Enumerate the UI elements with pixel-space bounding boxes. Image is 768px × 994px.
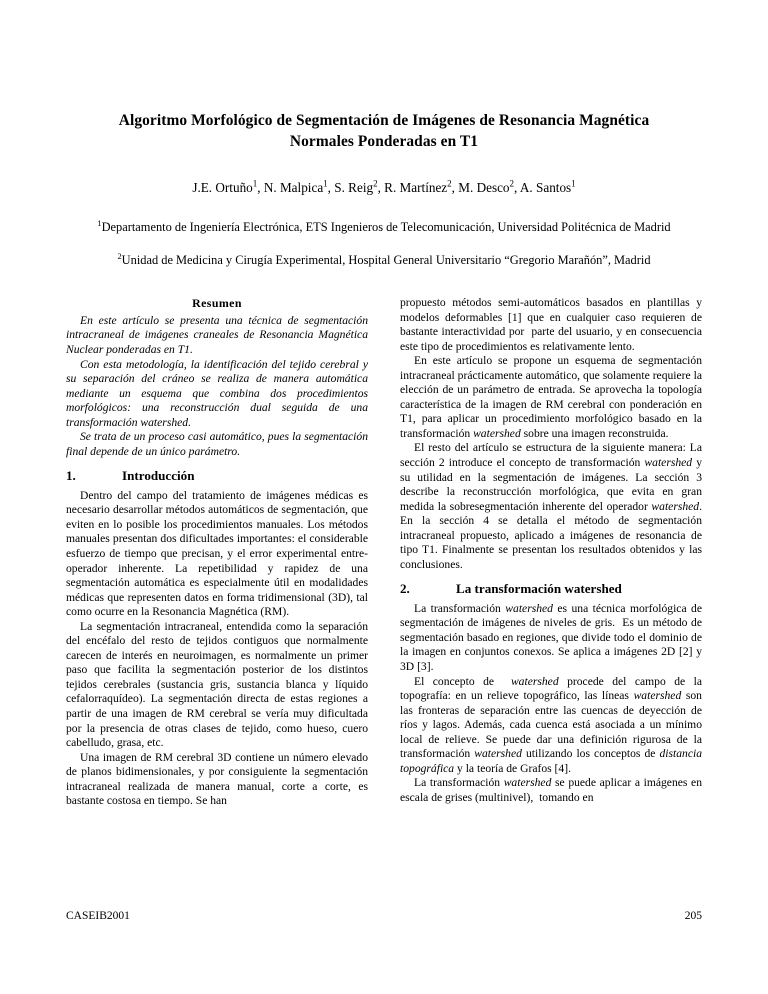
body-paragraph: En este artículo se propone un esquema de segmentación intracraneal prácticamente automático, que solamente requiere la elección de un parámetro de entrada. Se aprovecha la topología característica de la imagen de RM cerebral con ponderación en T1, para aplicar un procedimiento morfológico basado en la transformación watershed sobre una imagen reconstruida.: [400, 354, 702, 440]
author-affiliation-marker: 2: [509, 178, 515, 189]
author-list: J.E. Ortuño$^1$, N. Malpica$^1$, S. Reig$^2$, R. Martínez$^2$, M. Desco$^2$, A. Santos$^1$: [192, 178, 576, 195]
affiliation-marker: 2: [117, 251, 122, 262]
affiliation-marker: 1: [97, 217, 102, 228]
abstract-paragraph: Se trata de un proceso casi automático, pues la segmentación final depende de un único parámetro.: [66, 430, 368, 458]
author-name: M. Desco: [458, 179, 510, 195]
body-paragraph: La transformación watershed se puede aplicar a imágenes en escala de grises (multinivel), tomando en: [400, 776, 702, 804]
title-block: [66, 110, 702, 269]
affiliation-text: Unidad de Medicina y Cirugía Experimental, Hospital General Universitario “Gregorio Marañón”, Madrid: [121, 253, 651, 268]
abstract-heading: Resumen: [192, 296, 242, 310]
section-title: Introducción: [122, 468, 195, 484]
term-watershed: watershed: [473, 426, 521, 440]
author-affiliation-marker: 2: [447, 178, 452, 189]
author-name: R. Martínez: [384, 179, 448, 195]
term-distancia-topografica: distancia topográfica: [400, 747, 703, 775]
title-line-1: Algoritmo Morfológico de Segmentación de Imágenes de Resonancia Magnética: [118, 112, 650, 129]
affiliation-2: [66, 252, 702, 269]
body-paragraph: Una imagen de RM cerebral 3D contiene un número elevado de planos bidimensionales, y por consiguiente la segmentación intracraneal realizada de manera manual, corte a corte, es bastante costosa en tiempo. Se han: [66, 750, 368, 808]
term-watershed: watershed: [503, 776, 552, 790]
term-watershed: watershed: [505, 601, 553, 615]
section-number: 1.: [66, 468, 76, 484]
author-affiliation-marker: 2: [373, 178, 378, 189]
body-paragraph: El concepto de watershed procede del campo de la topografía: en un relieve topográfico, las líneas watershed son las fronteras de separación entre las cuencas de deyección de ríos y lagos. Además, cada cuenca está asociada a un mínimo local de relieve. Se puede dar una definición rigurosa de la transformación watershed utilizando los conceptos de distancia topográfica y la teoría de Grafos [4].: [400, 674, 703, 775]
column-right: [400, 296, 702, 805]
term-watershed: watershed: [633, 689, 682, 703]
affiliation-text: Departamento de Ingeniería Electrónica, ETS Ingenieros de Telecomunicación, Universidad Politécnica de Madrid: [101, 219, 671, 234]
abstract-paragraph: Con esta metodología, la identificación del tejido cerebral y su separación del cráneo se realiza de manera automática mediante un esquema que combina dos procedimientos morfológicos: una reconstrucción dual seguida de una transformación watershed.: [66, 357, 368, 429]
abstract-paragraph: En este artículo se presenta una técnica de segmentación intracraneal de imágenes craneales de Resonancia Magnética Nuclear ponderadas en T1.: [66, 313, 368, 357]
author-name: N. Malpica: [263, 179, 324, 195]
term-watershed: watershed: [474, 747, 522, 761]
term-watershed: watershed: [140, 415, 189, 429]
page-title: [66, 110, 702, 153]
body-paragraph: El resto del artículo se estructura de la siguiente manera: La sección 2 introduce el concepto de transformación watershed y su utilidad en la segmentación de imágenes. La sección 3 describe la reconstrucción morfológica, que evita en gran medida la sobresegmentación inherente del operador watershed. En la sección 4 se detalla el método de segmentación intracraneal propuesto, aplicado a imágenes de resonancia de tipo T1. Finalmente se presentan los resultados obtenidos y las conclusiones.: [400, 441, 702, 571]
body-paragraph: La transformación watershed es una técnica morfológica de segmentación de imágenes de niveles de gris. Es un método de segmentación basado en regiones, que divide todo el dominio de la imagen en conjuntos conexos. Se aplica a imágenes 2D [2] y 3D [3].: [400, 601, 702, 673]
author-affiliation-marker: 1: [571, 178, 576, 189]
footer-conference: CASEIB2001: [66, 910, 130, 922]
page-footer: [66, 910, 702, 922]
footer-page-number: 205: [684, 910, 702, 922]
column-left: [66, 296, 368, 809]
body-paragraph: La segmentación intracraneal, entendida como la separación del encéfalo del resto de tejidos contiguos que normalmente carecen de interés en neuroimagen, es normalmente un primer paso que facilita la segmentación posterior de los distintos tejidos cerebrales (sustancia gris, sustancia blanca y líquido cefalorraquídeo). La segmentación directa de estas regiones a partir de una imagen de RM cerebral se vería muy dificultada por la presencia de otras clases de tejido, como hueso, cuero cabelludo, grasa, etc.: [66, 619, 368, 750]
author-affiliation-marker: 1: [252, 178, 258, 189]
body-paragraph-continued: propuesto métodos semi-automáticos basados en plantillas y modelos deformables [1] que en cualquier caso requieren de bastante interactividad por parte del usuario, y en consecuencia este tipo de procedimientos es relativamente lento.: [400, 296, 702, 353]
author-name: J.E. Ortuño: [192, 179, 253, 195]
title-line-2: Normales Ponderadas en T1: [289, 133, 479, 151]
section-heading-2: [400, 581, 702, 597]
body-columns: [66, 296, 702, 886]
body-paragraph: Dentro del campo del tratamiento de imágenes médicas es necesario desarrollar métodos automáticos de segmentación, que eviten en lo posible los procedimientos manuales. Los métodos manuales presentan dos dificultades importantes: el considerable esfuerzo de tiempo que precisan, y el error experimental entre-operador inherente. La repetibilidad y rapidez de una segmentación automática es especialmente útil en modalidades médicas que representen datos en forma tridimensional (3D), tal como ocurre en la Resonancia Magnética (RM).: [66, 488, 368, 619]
term-watershed: watershed: [651, 499, 700, 513]
section-heading-1: [66, 468, 368, 484]
author-name: S. Reig: [334, 179, 374, 195]
term-watershed: watershed: [644, 456, 693, 470]
abstract-block: [66, 296, 368, 459]
section-title: La transformación watershed: [456, 581, 622, 597]
author-name: A. Santos: [519, 179, 572, 195]
term-watershed: watershed: [510, 674, 559, 688]
section-number: 2.: [400, 581, 410, 597]
author-affiliation-marker: 1: [323, 178, 328, 189]
affiliation-1: [66, 219, 702, 236]
